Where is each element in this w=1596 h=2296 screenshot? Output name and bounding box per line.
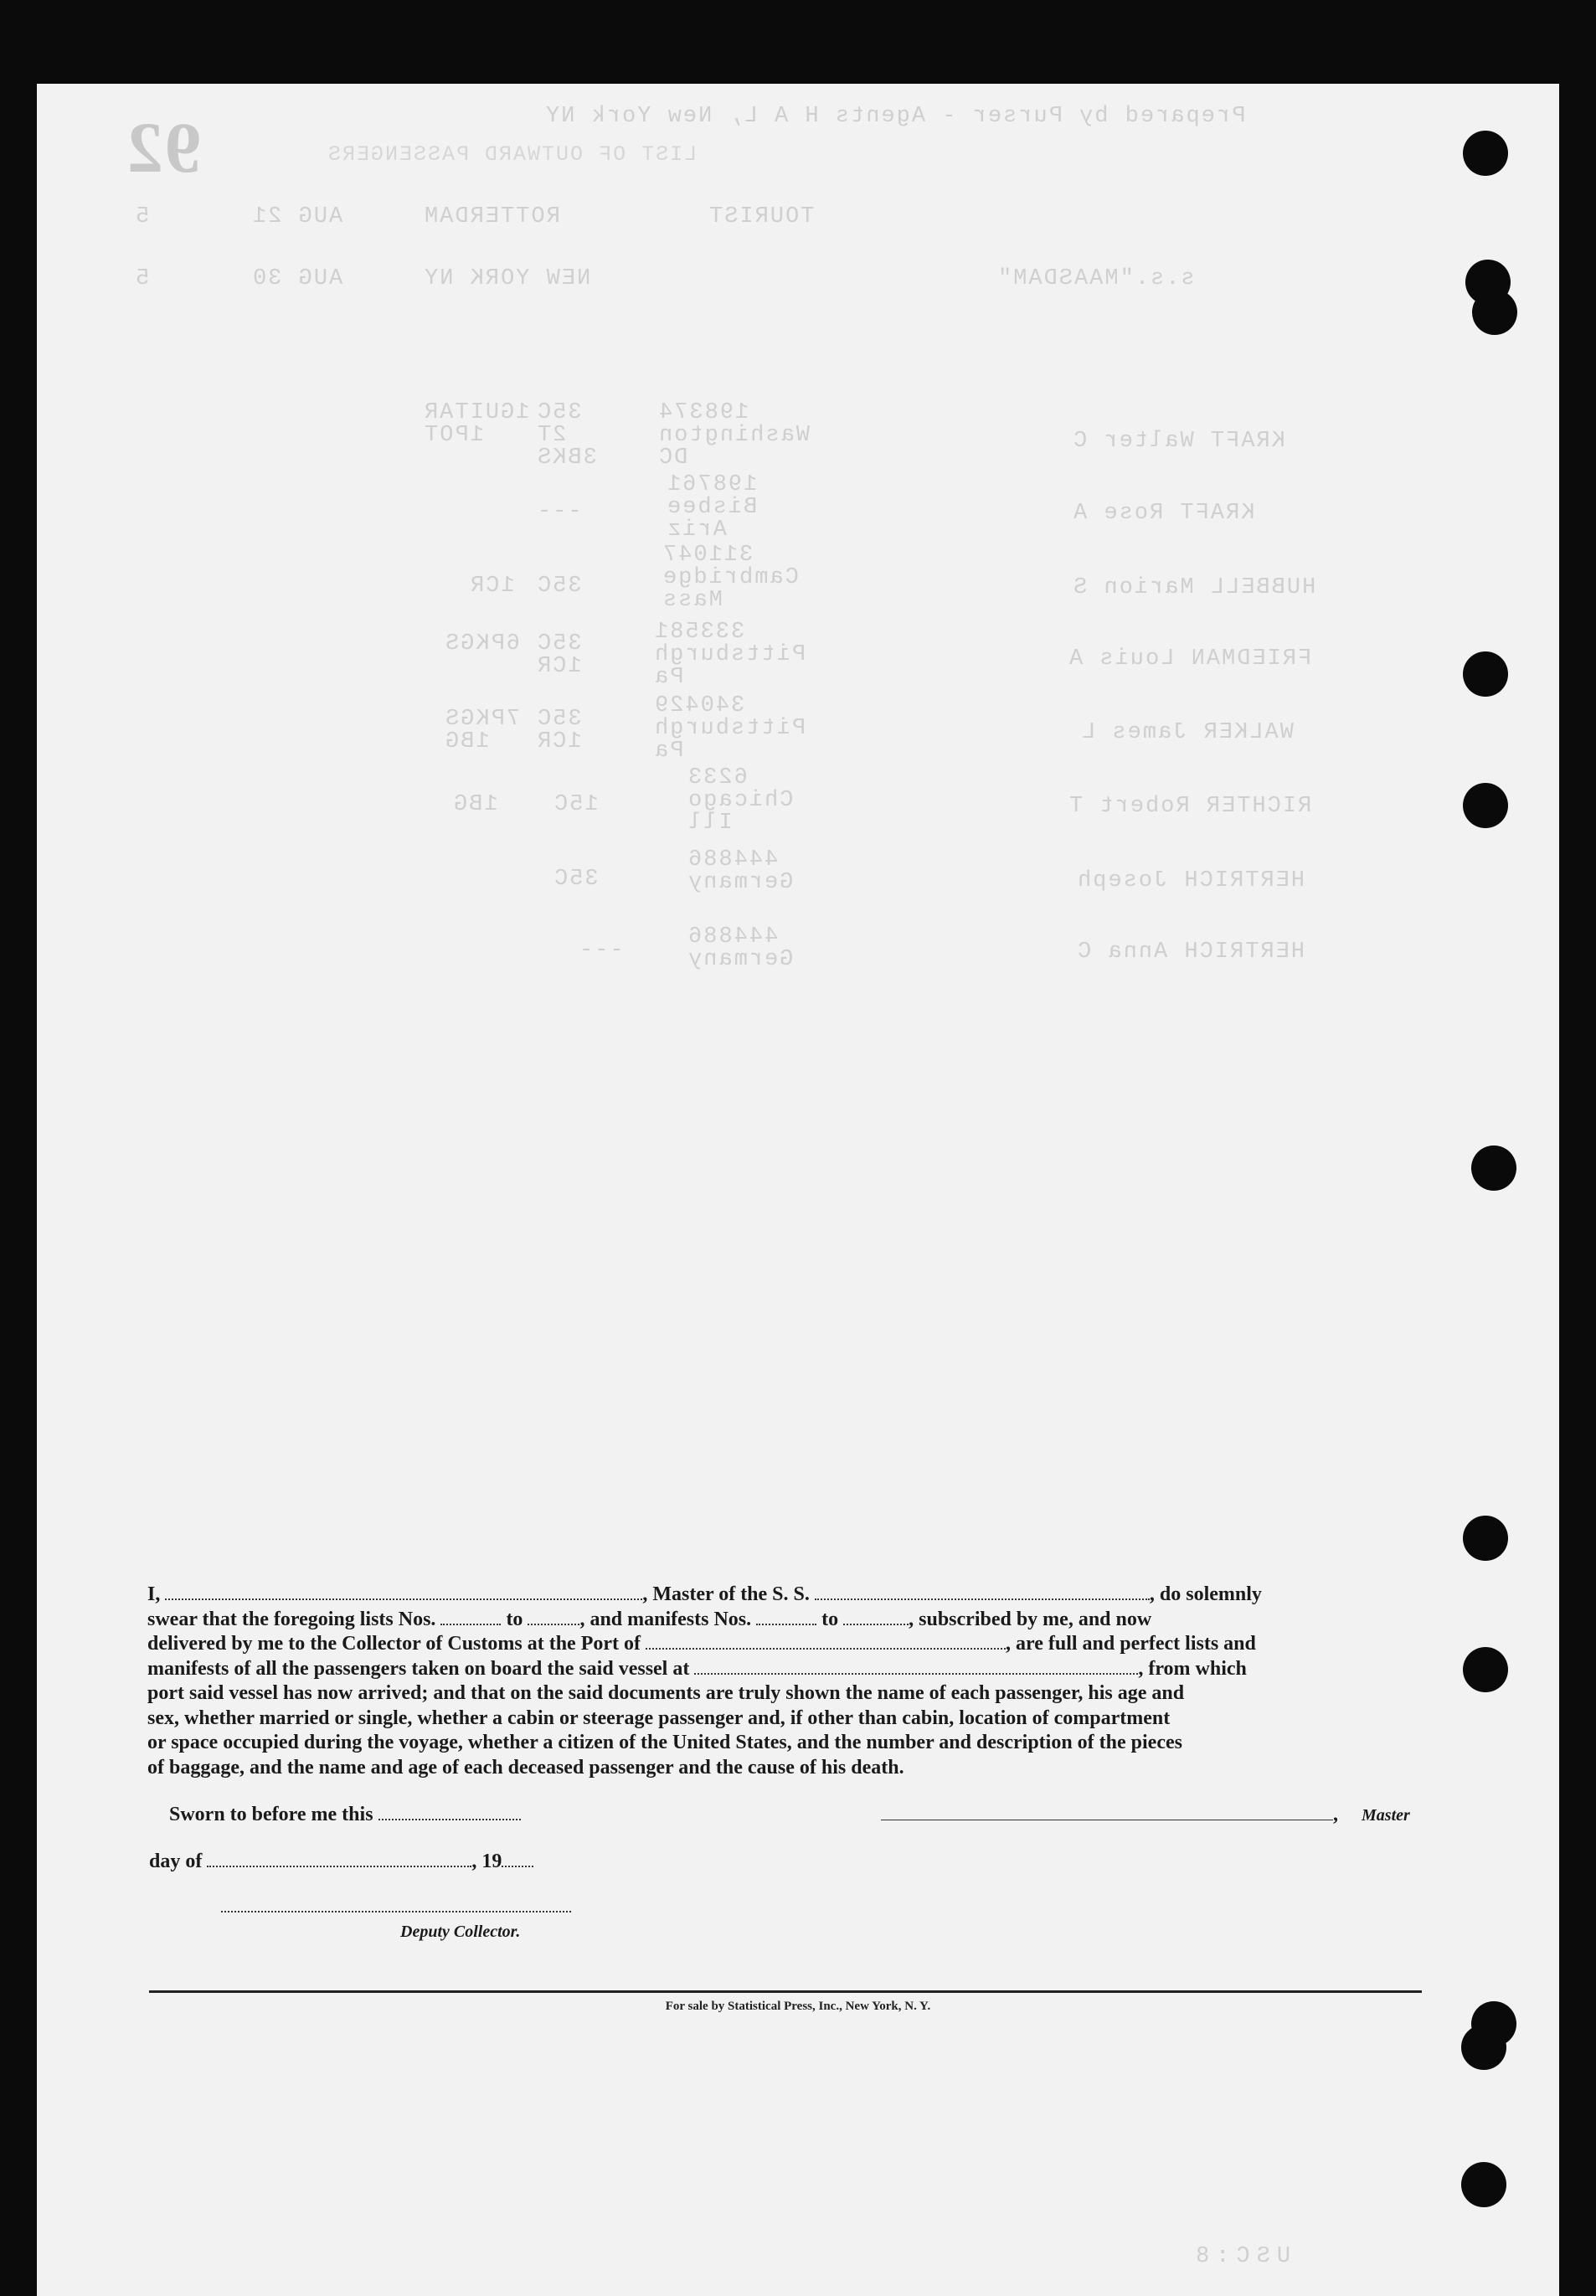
- row2-port: NEW YORK NY: [423, 266, 591, 291]
- sworn-line: [169, 1804, 521, 1826]
- passenger-name: WALKER James L: [1080, 720, 1294, 745]
- passenger-baggage: 1GUITAR 1POT: [423, 400, 530, 448]
- list-no-to-field[interactable]: [528, 1609, 579, 1625]
- punch-hole: [1463, 783, 1508, 828]
- row2-date: AUG 30: [251, 266, 343, 291]
- oath-line-5: port said vessel has now arrived; and that on the said documents are truly shown the name of each passenger, his age and: [147, 1682, 1185, 1704]
- oath-from-which: , from which: [1138, 1657, 1247, 1680]
- passenger-name: KRAFT Rose A: [1072, 501, 1255, 526]
- oath-i: I,: [147, 1583, 161, 1605]
- oath-line-3: [147, 1632, 1420, 1657]
- oath-line-2: [147, 1608, 1420, 1633]
- master-signature: , Master: [881, 1804, 1410, 1826]
- passenger-baggage: 7PKGS 1BG: [444, 707, 521, 754]
- punch-hole: [1461, 2025, 1506, 2070]
- passenger-code: 35C: [553, 867, 599, 892]
- oath-paragraph: [147, 1583, 1420, 1780]
- oath-manifests-of: manifests of all the passengers taken on board the said vessel at: [147, 1657, 690, 1680]
- passenger-code: 35C: [536, 574, 582, 599]
- year-label: , 19: [471, 1851, 502, 1872]
- footer-text: For sale by Statistical Press, Inc., New York, N. Y.: [665, 2000, 931, 2013]
- passenger-baggage: 1BG: [452, 792, 498, 817]
- oath-line-8: of baggage, and the name and age of each deceased passenger and the cause of his death.: [147, 1756, 904, 1779]
- oath-swear: swear that the foregoing lists Nos.: [147, 1608, 436, 1630]
- row1-num: 5: [134, 204, 150, 229]
- passenger-code: ---: [536, 499, 582, 524]
- deputy-line: [221, 1896, 571, 1918]
- month-field[interactable]: [207, 1851, 471, 1867]
- passenger-code: 15C: [553, 792, 599, 817]
- form-code: USC:8: [1189, 2244, 1291, 2269]
- port-field[interactable]: [646, 1633, 1006, 1650]
- oath-delivered: delivered by me to the Collector of Customs at the Port of: [147, 1633, 641, 1655]
- manifest-no-to-field[interactable]: [843, 1609, 909, 1625]
- passenger-ref: 340429 Pittsburgh Pa: [653, 693, 806, 764]
- list-no-from-field[interactable]: [440, 1609, 501, 1625]
- row1-date: AUG 21: [251, 204, 343, 229]
- oath-to: to: [821, 1608, 839, 1630]
- passenger-ref: 6233 Chicago Ill: [687, 765, 794, 836]
- punch-hole: [1463, 131, 1508, 176]
- punch-hole: [1463, 1516, 1508, 1561]
- passenger-baggage: 6PKGS: [444, 631, 521, 656]
- row1-port: ROTTERDAM: [423, 204, 560, 229]
- passenger-name: KRAFT Walter C: [1072, 429, 1285, 454]
- passenger-ref: 311047 Cambridge Mass: [662, 543, 799, 613]
- passenger-ref: 333581 Pittsburgh Pa: [653, 620, 806, 690]
- footer-rule: [149, 1990, 1422, 1993]
- passenger-ref: 198761 Bisbee Ariz: [666, 472, 758, 543]
- day-of-line: [149, 1851, 533, 1873]
- passenger-name: HERTRICH Joseph: [1076, 868, 1305, 893]
- passenger-name: FRIEDMAN Louis A: [1068, 646, 1312, 672]
- passenger-code: ---: [578, 938, 624, 963]
- year-field[interactable]: [502, 1851, 533, 1867]
- punch-hole: [1463, 1647, 1508, 1692]
- punch-hole: [1463, 651, 1508, 697]
- master-signature-field[interactable]: [881, 1804, 1333, 1820]
- oath-and-manifests: , and manifests Nos.: [579, 1608, 752, 1630]
- sworn-day-field[interactable]: [378, 1804, 521, 1820]
- oath-line-4: [147, 1657, 1420, 1682]
- punch-hole: [1471, 1145, 1516, 1191]
- page-stamp: 92: [126, 107, 201, 188]
- deputy-collector-label: Deputy Collector.: [400, 1923, 521, 1941]
- header-line: Prepared by Purser - Agents H A L, New York NY: [544, 104, 1246, 129]
- row2-ship: s.s."MAASDAM": [996, 266, 1195, 291]
- master-name-field[interactable]: [165, 1583, 642, 1600]
- row1-class: TOURIST: [708, 204, 815, 229]
- passenger-ref: 444886 Germany: [687, 847, 794, 895]
- sworn-label: Sworn to before me this: [169, 1804, 373, 1825]
- row2-num: 5: [134, 266, 150, 291]
- passenger-code: 35C 1CR: [536, 707, 582, 754]
- oath-to: to: [506, 1608, 523, 1630]
- passenger-baggage: 1CR: [469, 574, 515, 599]
- passenger-ref: 198374 Washington DC: [657, 400, 811, 471]
- day-of-label: day of: [149, 1851, 203, 1872]
- oath-line-1: [147, 1583, 1420, 1608]
- oath-are-full: , are full and perfect lists and: [1005, 1633, 1256, 1655]
- oath-line-7: or space occupied during the voyage, whether a citizen of the United States, and the number and description of the pieces: [147, 1732, 1182, 1753]
- oath-line-6: sex, whether married or single, whether a cabin or steerage passenger and, if other than cabin, location of compartment: [147, 1707, 1171, 1729]
- passenger-name: HERTRICH Anna C: [1076, 940, 1305, 965]
- oath-do-solemnly: , do solemnly: [1149, 1583, 1262, 1605]
- embark-port-field[interactable]: [694, 1658, 1138, 1675]
- oath-master-of: , Master of the S. S.: [642, 1583, 810, 1605]
- passenger-name: HUBBELL Marion S: [1072, 575, 1316, 600]
- ship-name-field[interactable]: [815, 1583, 1150, 1600]
- punch-hole: [1472, 290, 1517, 335]
- master-label: Master: [1362, 1806, 1410, 1825]
- manifest-no-from-field[interactable]: [756, 1609, 816, 1625]
- deputy-signature-field[interactable]: [221, 1896, 571, 1912]
- list-title: LIST OF OUTWARD PASSENGERS: [327, 142, 698, 167]
- passenger-name: RICHTER Robert T: [1068, 794, 1312, 819]
- passenger-code: 35C 2T 3BKS: [536, 400, 597, 471]
- punch-hole: [1461, 2162, 1506, 2207]
- passenger-code: 35C 1CR: [536, 631, 582, 679]
- passenger-ref: 444886 Germany: [687, 924, 794, 972]
- oath-subscribed: , subscribed by me, and now: [909, 1608, 1152, 1630]
